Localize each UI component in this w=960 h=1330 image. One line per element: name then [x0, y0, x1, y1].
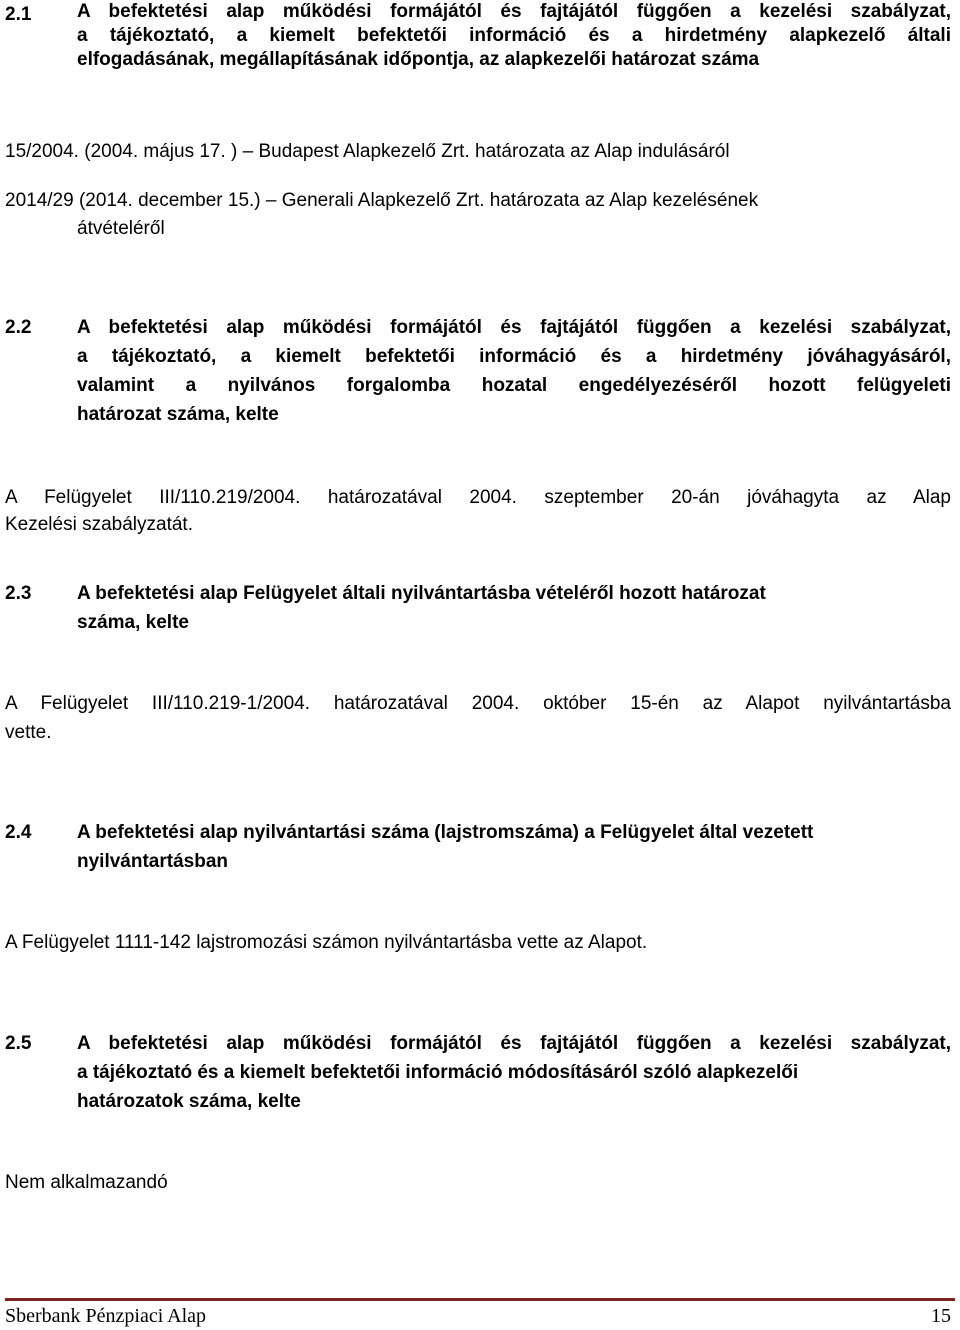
- decision-entry: 2014/29 (2014. december 15.) – Generali Alapkezelő Zrt. határozata az Alap kezelésének: [5, 190, 759, 211]
- heading-line: határozat száma, kelte: [77, 404, 279, 425]
- body-text: A Felügyelet III/110.219-1/2004. határozatával 2004. október 15-én az Alapot nyilvántartásba: [5, 693, 951, 714]
- heading-line: valamint a nyilvános forgalomba hozatal engedélyezéséről hozott felügyeleti: [77, 375, 951, 396]
- section-heading: [77, 818, 951, 876]
- body-text: Kezelési szabályzatát.: [5, 514, 193, 535]
- section-number: 2.1: [5, 4, 32, 25]
- body-text: vette.: [5, 722, 52, 743]
- heading-line: A befektetési alap működési formájától és fajtájától függően a kezelési szabályzat,: [77, 317, 951, 338]
- heading-line: határozatok száma, kelte: [77, 1091, 301, 1112]
- heading-line: a tájékoztató és a kiemelt befektetői információ módosításáról szóló alapkezelői: [77, 1062, 799, 1083]
- section-number: 2.2: [5, 317, 32, 338]
- section-number: 2.3: [5, 583, 32, 604]
- heading-line: a tájékoztató, a kiemelt befektetői információ és a hirdetmény jóváhagyásáról,: [77, 346, 951, 367]
- body-text: A Felügyelet 1111-142 lajstromozási számon nyilvántartásba vette az Alapot.: [5, 932, 648, 953]
- body-text: Nem alkalmazandó: [5, 1172, 168, 1193]
- body-text: A Felügyelet III/110.219/2004. határozatával 2004. szeptember 20-án jóváhagyta az Alap: [5, 487, 951, 508]
- section-heading: [77, 313, 951, 429]
- heading-line: száma, kelte: [77, 612, 189, 633]
- section-number: 2.4: [5, 822, 32, 843]
- decision-entry: 15/2004. (2004. május 17. ) – Budapest Alapkezelő Zrt. határozata az Alap indulásáról: [5, 141, 730, 162]
- decision-entry-continuation: átvételéről: [77, 218, 165, 239]
- heading-line: A befektetési alap működési formájától és fajtájától függően a kezelési szabályzat,: [77, 1033, 951, 1054]
- heading-line: A befektetési alap Felügyelet általi nyilvántartásba vételéről hozott határozat: [77, 583, 766, 604]
- page-number: 15: [931, 1305, 951, 1327]
- heading-line: a tájékoztató, a kiemelt befektetői információ és a hirdetmény alapkezelő általi: [77, 25, 951, 46]
- section-number: 2.5: [5, 1033, 32, 1054]
- heading-line: nyilvántartásban: [77, 851, 228, 872]
- section-heading: [77, 0, 951, 72]
- section-heading: [77, 579, 951, 637]
- heading-line: elfogadásának, megállapításának időpontja, az alapkezelői határozat száma: [77, 49, 760, 70]
- footer-fund-name: Sberbank Pénzpiaci Alap: [5, 1305, 207, 1327]
- heading-line: A befektetési alap működési formájától és fajtájától függően a kezelési szabályzat,: [77, 1, 951, 22]
- heading-line: A befektetési alap nyilvántartási száma (lajstromszáma) a Felügyelet által vezetett: [77, 822, 814, 843]
- footer-rule: [5, 1298, 955, 1301]
- section-heading: [77, 1029, 951, 1116]
